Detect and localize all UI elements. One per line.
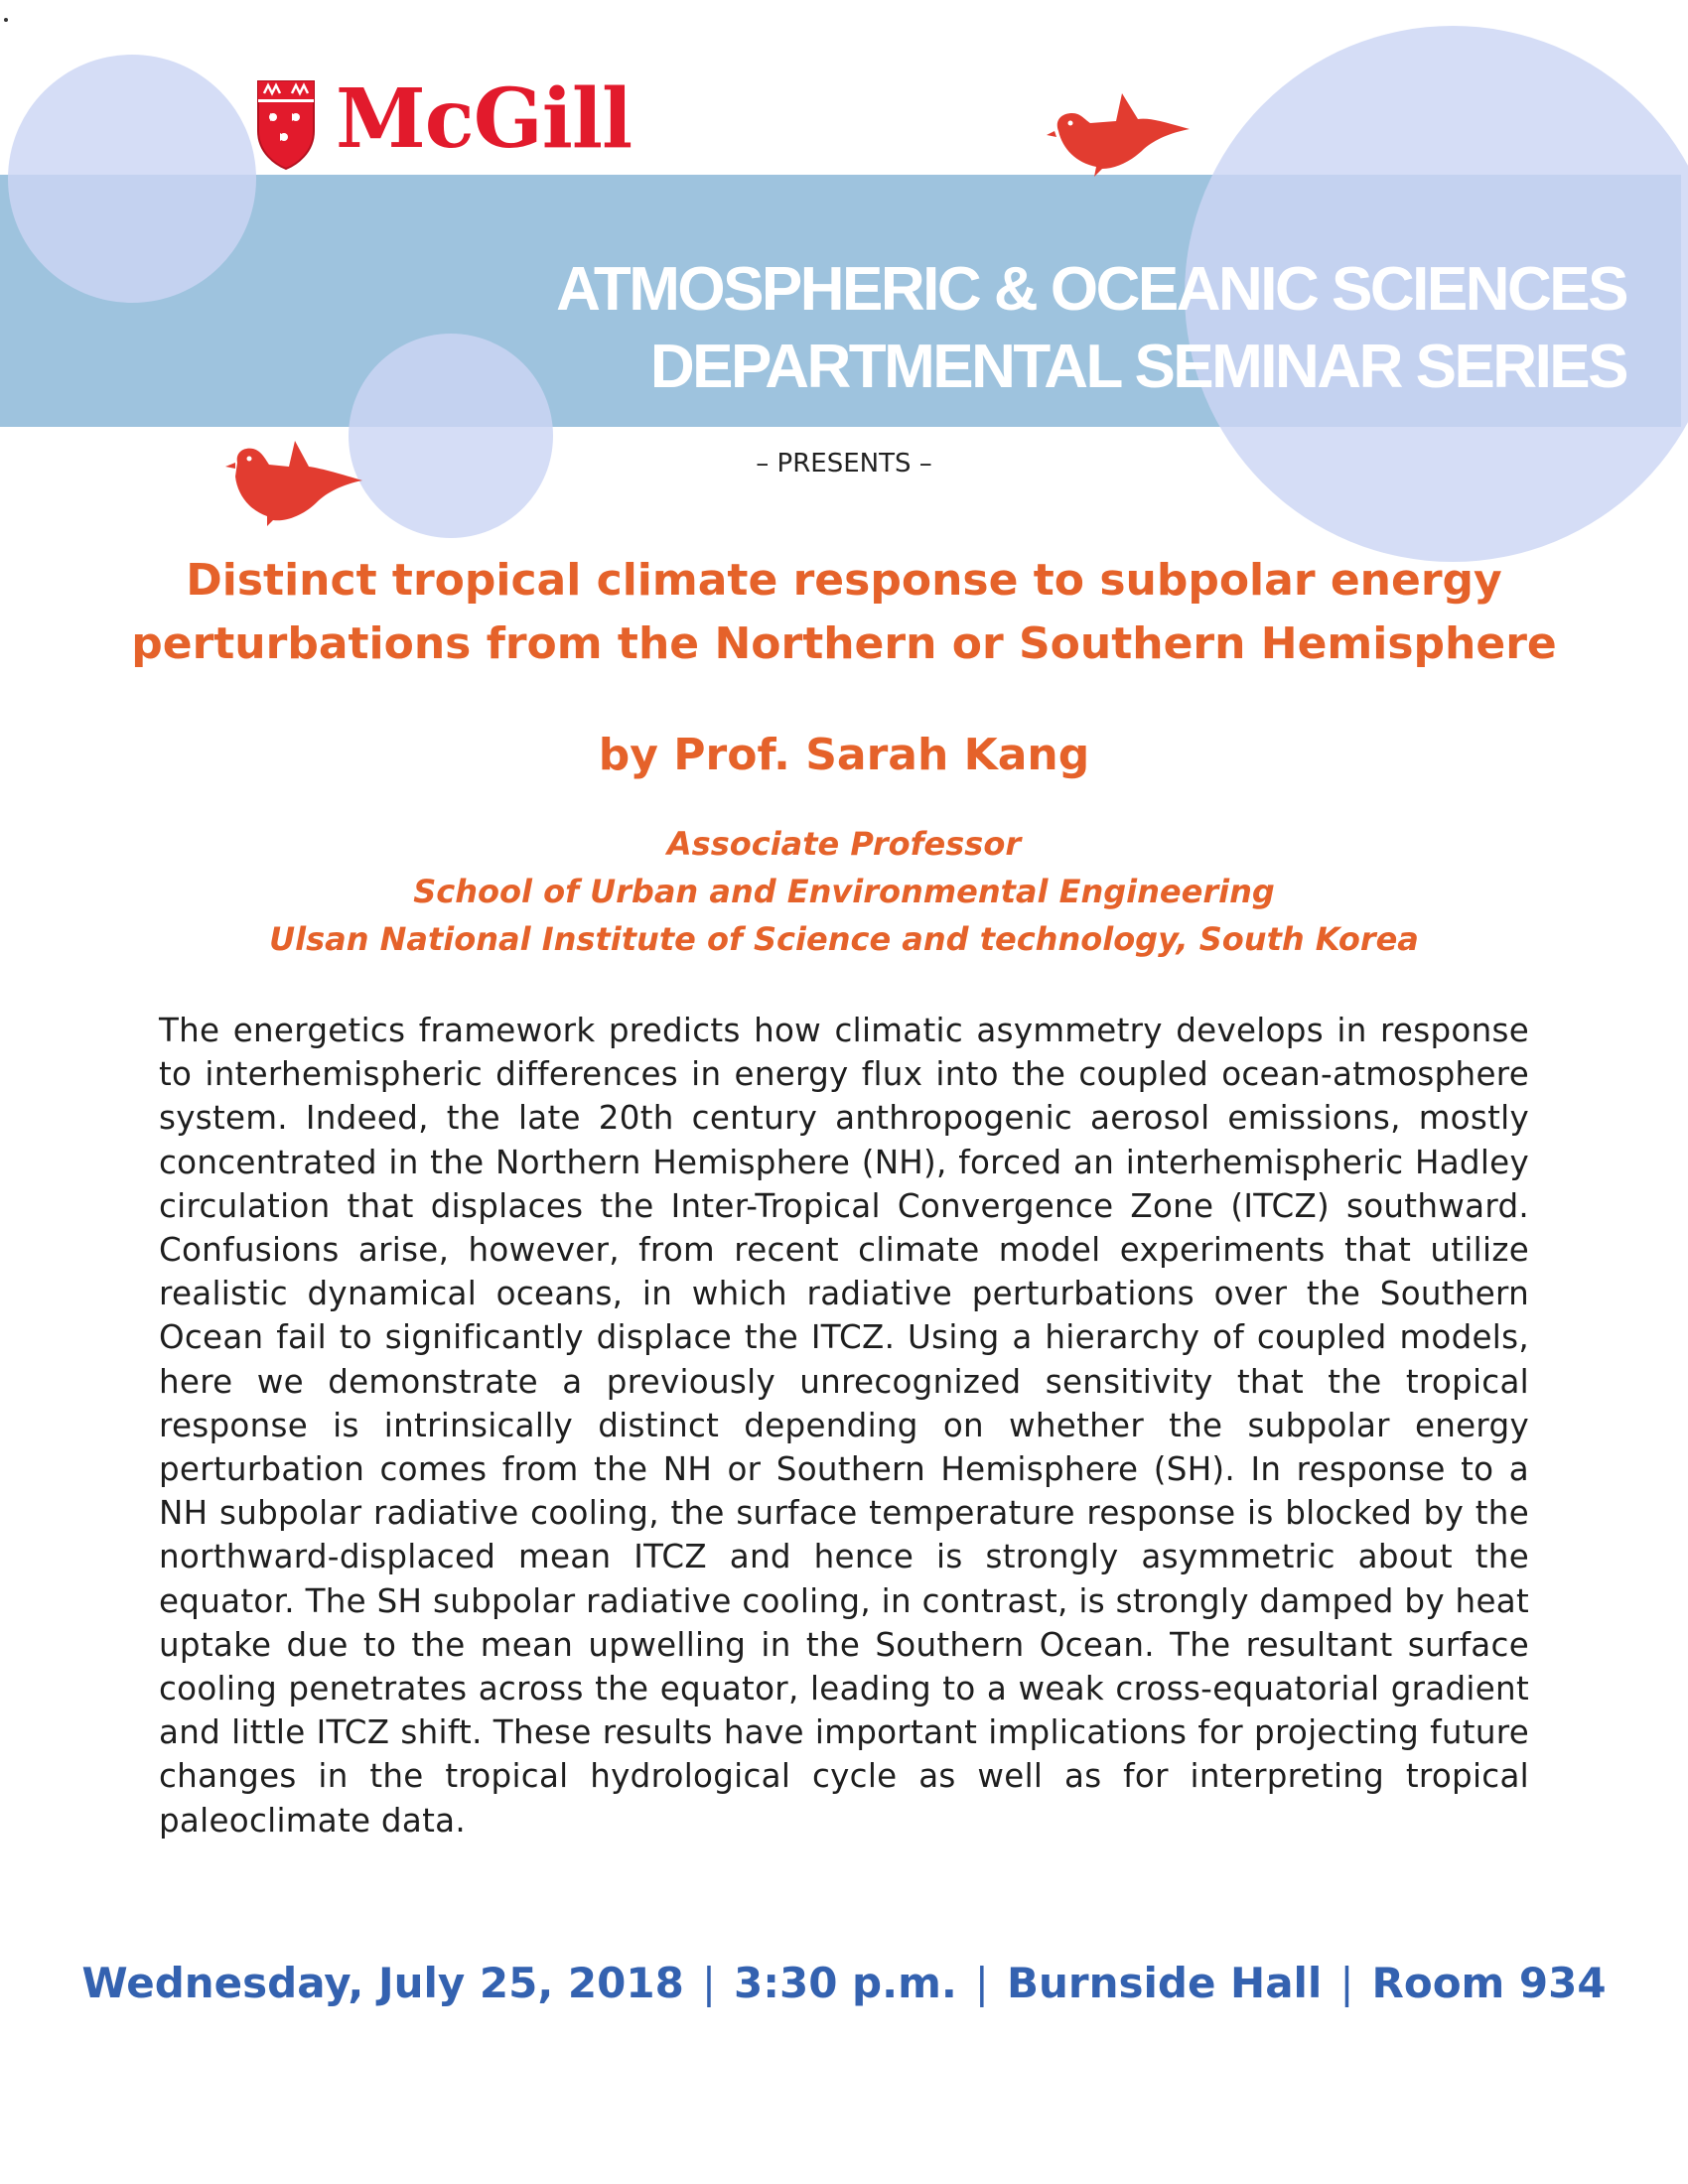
affiliation-position: Associate Professor <box>666 825 1022 863</box>
presents-label: – PRESENTS – <box>756 449 932 478</box>
event-separator: | <box>701 1959 716 2007</box>
abstract-text: The energetics framework predicts how climatic asymmetry develops in response to interhemispheric differences in energy flux into the coupled ocean-atmosphere system. Indeed, the late 20th century anthropogenic aerosol emissions, mostly concentrated in the Northern Hemisphere (NH), forced an interhemispheric Hadley circulation that displaces the Inter-Tropical Convergence Zone (ITCZ) southward. Confusions arise, however, from recent climate model experiments that utilize realistic dynamical oceans, in which radiative perturbations over the Southern Ocean fail to significantly displace the ITCZ. Using a hierarchy of coupled models, here we demonstrate a previously unrecognized sensitivity that the tropical response is intrinsically distinct depending on whether the subpolar energy perturbation comes from the NH or Southern Hemisphere (SH). In response to a NH subpolar radiative cooling, the surface temperature response is blocked by the northward-displaced mean ITCZ and hence is strongly asymmetric about the equator. The SH subpolar radiative cooling, in contrast, is strongly damped by heat uptake due to the mean upwelling in the Southern Ocean. The resultant surface cooling penetrates across the equator, leading to a weak cross-equatorial gradient and little ITCZ shift. These results have important implications for projecting future changes in the tropical hydrological cycle as well as for interpreting tropical paleoclimate data. <box>159 1012 1529 1840</box>
series-title-line2: DEPARTMENTAL SEMINAR SERIES <box>649 333 1626 401</box>
mcgill-logo <box>256 71 663 179</box>
event-room: Room 934 <box>1371 1959 1607 2007</box>
talk-title-line2: perturbations from the Northern or Southern Hemisphere <box>131 618 1557 669</box>
series-title-line1: ATMOSPHERIC & OCEANIC SCIENCES <box>556 255 1626 324</box>
mcgill-wordmark: McGill <box>336 71 633 167</box>
talk-title-line1: Distinct tropical climate response to subpolar energy <box>186 555 1502 606</box>
decor-circle-middle <box>349 334 553 538</box>
event-separator: | <box>974 1959 989 2007</box>
affiliation-institute: Ulsan National Institute of Science and technology, South Korea <box>269 920 1419 958</box>
speaker-affiliation <box>0 820 1688 963</box>
event-separator: | <box>1339 1959 1354 2007</box>
decor-circle-left <box>8 55 256 303</box>
affiliation-school: School of Urban and Environmental Engineering <box>413 873 1275 910</box>
event-building: Burnside Hall <box>1006 1959 1323 2007</box>
event-date: Wednesday, July 25, 2018 <box>81 1959 684 2007</box>
corner-dot <box>4 18 8 22</box>
mcgill-shield-icon <box>256 79 316 171</box>
event-details <box>0 1959 1688 2007</box>
speaker-name: by Prof. Sarah Kang <box>598 730 1090 780</box>
talk-title <box>0 549 1688 676</box>
event-time: 3:30 p.m. <box>733 1959 957 2007</box>
red-bird-icon <box>1047 91 1192 177</box>
